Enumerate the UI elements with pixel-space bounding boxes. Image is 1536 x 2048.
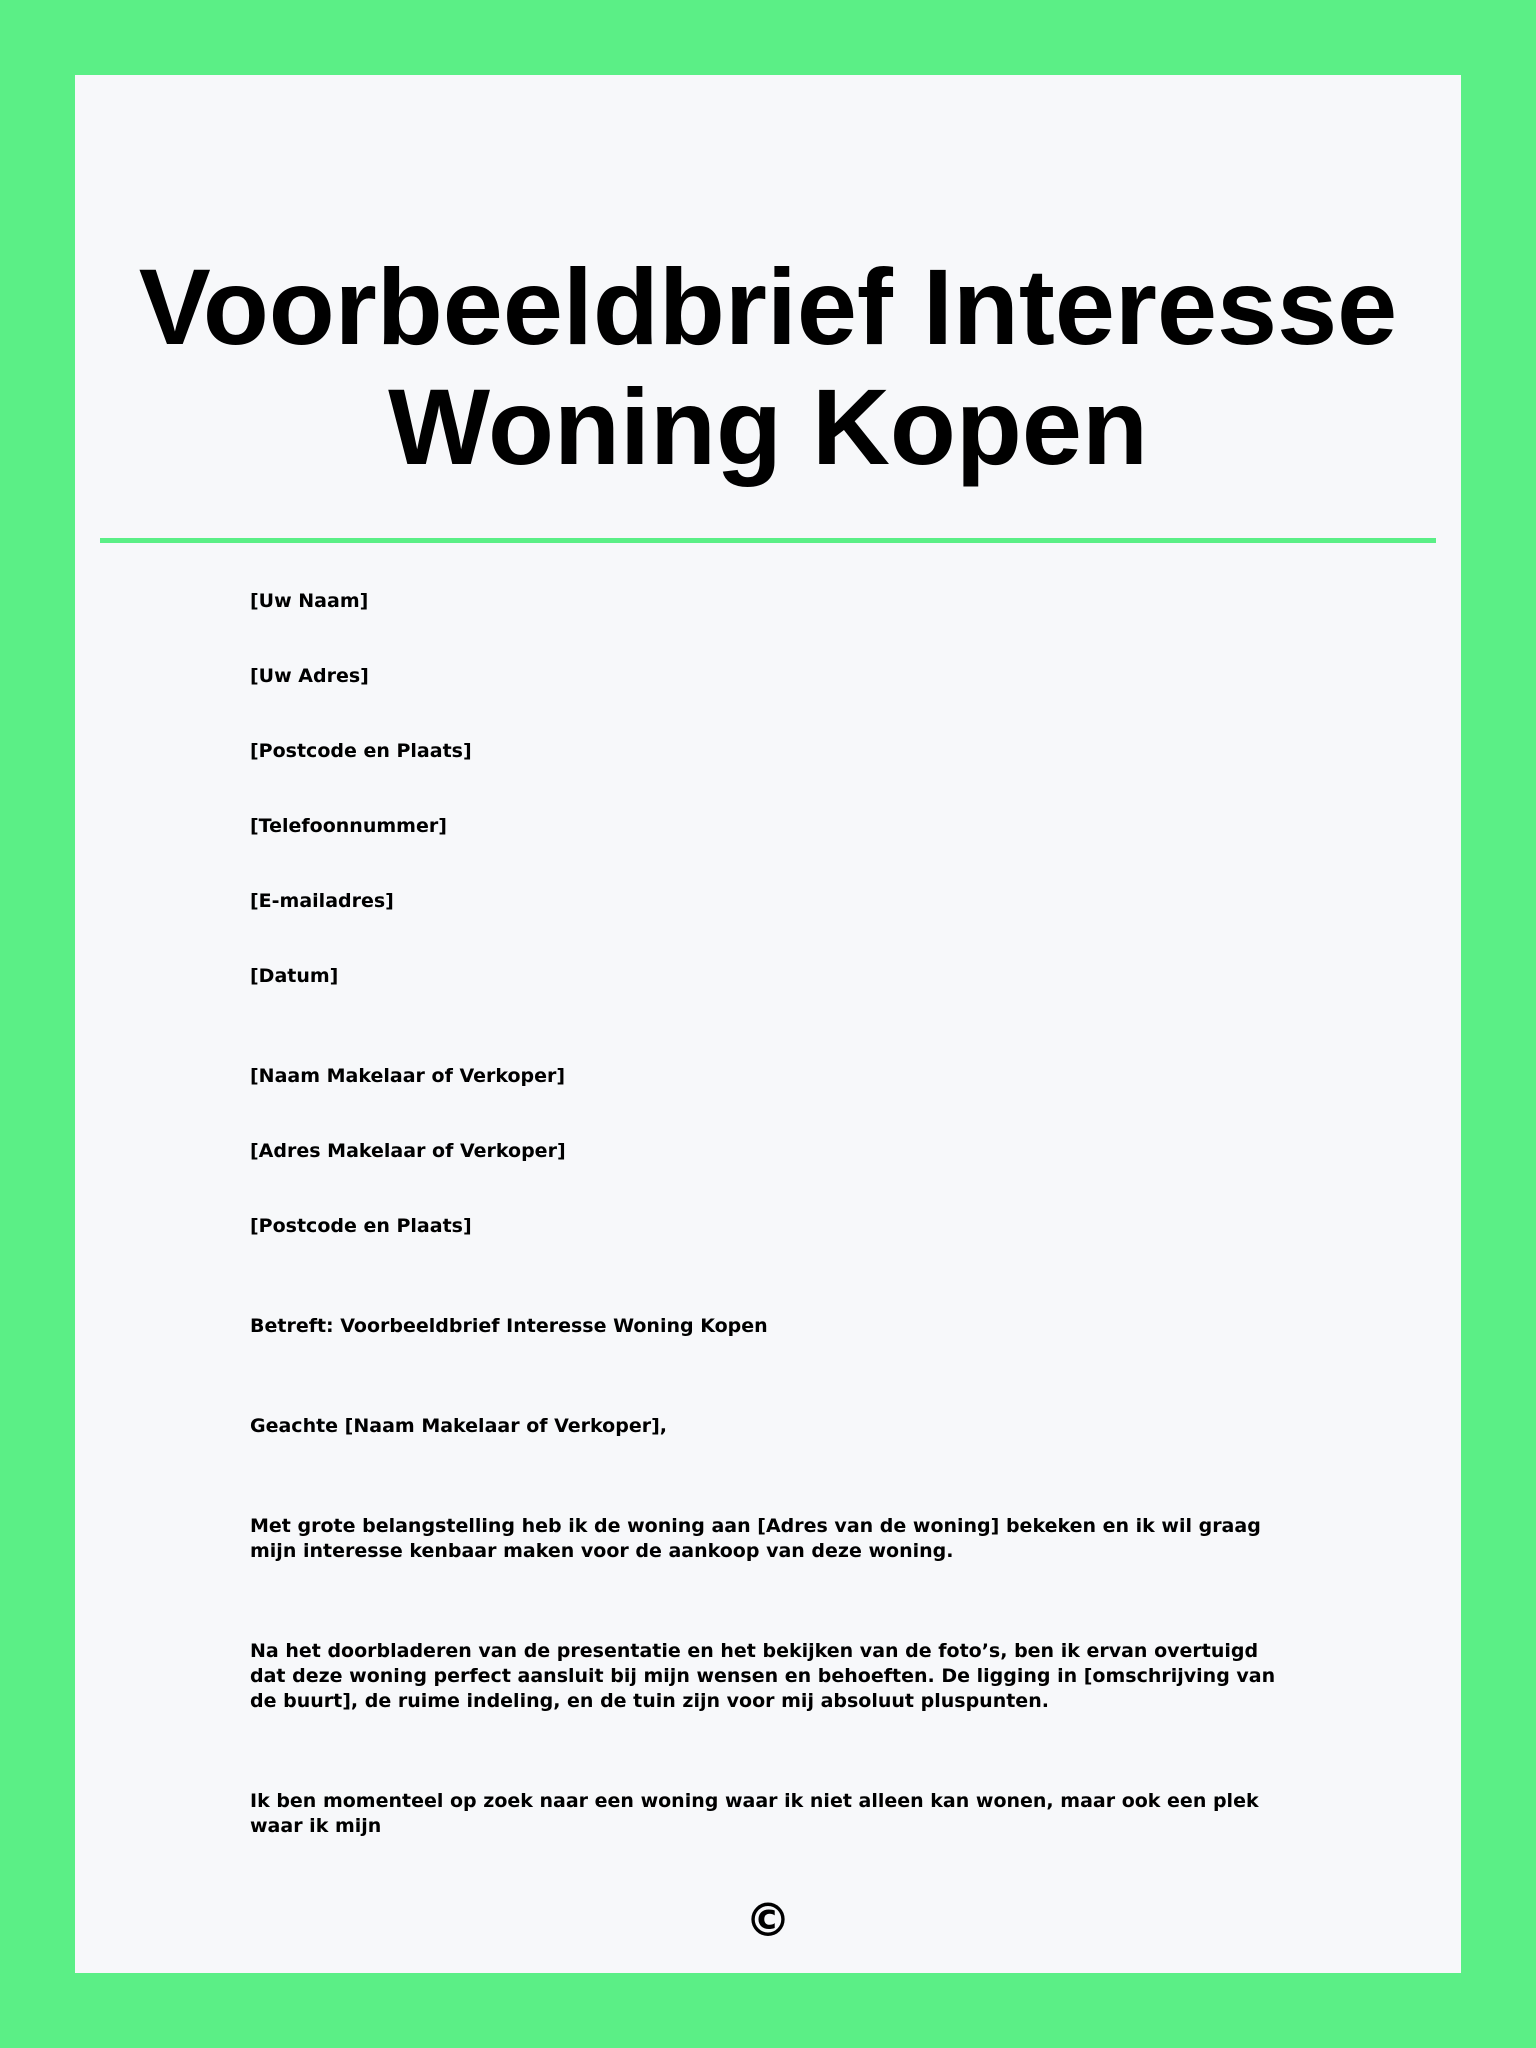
recipient-name: [Naam Makelaar of Verkoper] bbox=[250, 1065, 566, 1087]
sender-postcode-city: [Postcode en Plaats] bbox=[250, 740, 472, 762]
title-line-1: Voorbeeldbrief Interesse bbox=[138, 246, 1398, 367]
recipient-postcode-city: [Postcode en Plaats] bbox=[250, 1215, 472, 1237]
sender-block bbox=[250, 589, 1280, 989]
recipient-block bbox=[250, 1064, 1280, 1239]
copyright-symbol: © bbox=[745, 1893, 791, 1947]
letter-subject: Betreft: Voorbeeldbrief Interesse Woning Kopen bbox=[250, 1315, 768, 1337]
sender-address: [Uw Adres] bbox=[250, 665, 369, 687]
sender-name: [Uw Naam] bbox=[250, 590, 369, 612]
recipient-address: [Adres Makelaar of Verkoper] bbox=[250, 1140, 566, 1162]
document-page bbox=[75, 75, 1461, 1973]
title-divider bbox=[100, 538, 1436, 543]
title-line-2: Woning Kopen bbox=[388, 366, 1148, 487]
letter-paragraph: Ik ben momenteel op zoek naar een woning waar ik niet alleen kan wonen, maar ook een plek waar ik mijn bbox=[250, 1790, 1259, 1837]
sender-email: [E-mailadres] bbox=[250, 890, 394, 912]
sender-phone: [Telefoonnummer] bbox=[250, 815, 447, 837]
letter-date: [Datum] bbox=[250, 965, 339, 987]
letter-salutation: Geachte [Naam Makelaar of Verkoper], bbox=[250, 1415, 667, 1437]
letter-paragraph: Met grote belangstelling heb ik de woning aan [Adres van de woning] bekeken en ik wil graag mijn interesse kenbaar maken voor de aankoop van deze woning. bbox=[250, 1515, 1261, 1562]
letter-body bbox=[250, 589, 1280, 1839]
document-title bbox=[75, 247, 1461, 487]
letter-paragraph: Na het doorbladeren van de presentatie en het bekijken van de foto’s, ben ik ervan overtuigd dat deze woning perfect aansluit bij mijn wensen en behoeften. De ligging in [omschrijving van de buurt], de ruime indeling, en de tuin zijn voor mij absoluut pluspunten. bbox=[250, 1640, 1276, 1712]
